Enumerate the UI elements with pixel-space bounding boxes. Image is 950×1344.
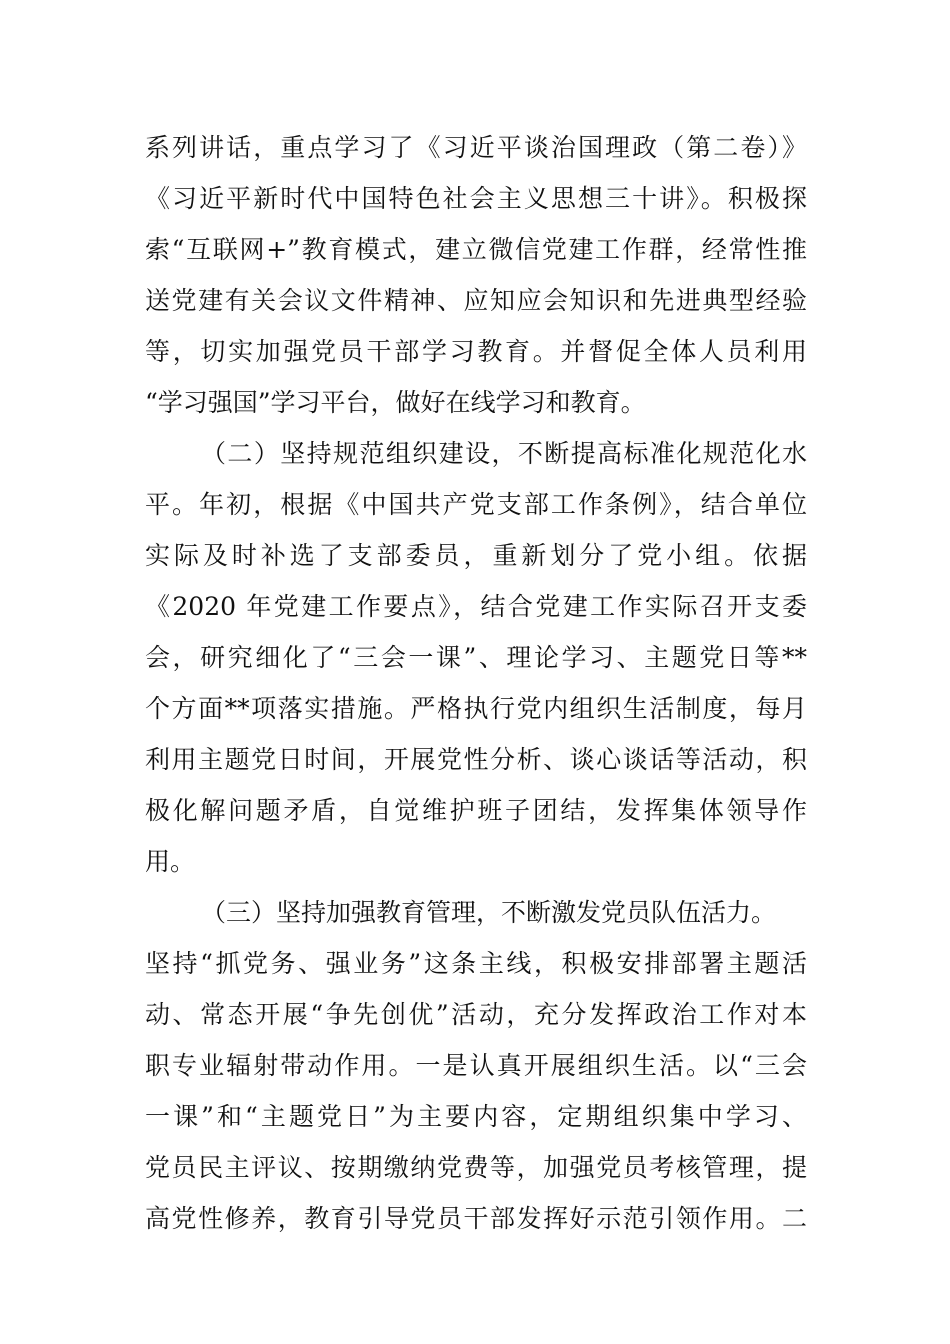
paragraph-heading-line: （二）坚持规范组织建设，不断提高标准化规范化水 [201, 439, 807, 468]
text-line: 用。 [145, 847, 196, 876]
text-line: 索“互联网+”教育模式，建立微信党建工作群，经常性推 [145, 235, 807, 264]
text-line: 系列讲话，重点学习了《习近平谈治国理政（第二卷）》 [145, 133, 807, 162]
text-line: 利用主题党日时间，开展党性分析、谈心谈话等活动，积 [145, 745, 807, 774]
text-line: 高党性修养，教育引导党员干部发挥好示范引领作用。二 [145, 1204, 807, 1233]
text-line: 职专业辐射带动作用。一是认真开展组织生活。以“三会 [145, 1051, 807, 1080]
document-body [145, 122, 807, 1244]
text-line: “学习强国”学习平台，做好在线学习和教育。 [145, 388, 646, 417]
text-line: 动、常态开展“争先创优”活动，充分发挥政治工作对本 [145, 1000, 807, 1029]
text-line: 实际及时补选了支部委员，重新划分了党小组。依据 [145, 541, 807, 570]
text-line: 《2020 年党建工作要点》，结合党建工作实际召开支委 [145, 592, 807, 621]
text-line: 一课”和“主题党日”为主要内容，定期组织集中学习、 [145, 1102, 807, 1131]
text-line: 会，研究细化了“三会一课”、理论学习、主题党日等** [145, 643, 807, 672]
text-line: 极化解问题矛盾，自觉维护班子团结，发挥集体领导作 [145, 796, 807, 825]
text-line: 党员民主评议、按期缴纳党费等，加强党员考核管理，提 [145, 1153, 807, 1182]
text-line: 送党建有关会议文件精神、应知应会知识和先进典型经验 [145, 286, 807, 315]
text-line: 等，切实加强党员干部学习教育。并督促全体人员利用 [145, 337, 807, 366]
text-line: 个方面**项落实措施。严格执行党内组织生活制度，每月 [145, 694, 807, 723]
text-line: 《习近平新时代中国特色社会主义思想三十讲》。积极探 [145, 184, 807, 213]
paragraph-heading-line: （三）坚持加强教育管理，不断激发党员队伍活力。 [201, 898, 777, 927]
text-line: 坚持“抓党务、强业务”这条主线，积极安排部署主题活 [145, 949, 807, 978]
text-line: 平。年初，根据《中国共产党支部工作条例》，结合单位 [145, 490, 807, 519]
